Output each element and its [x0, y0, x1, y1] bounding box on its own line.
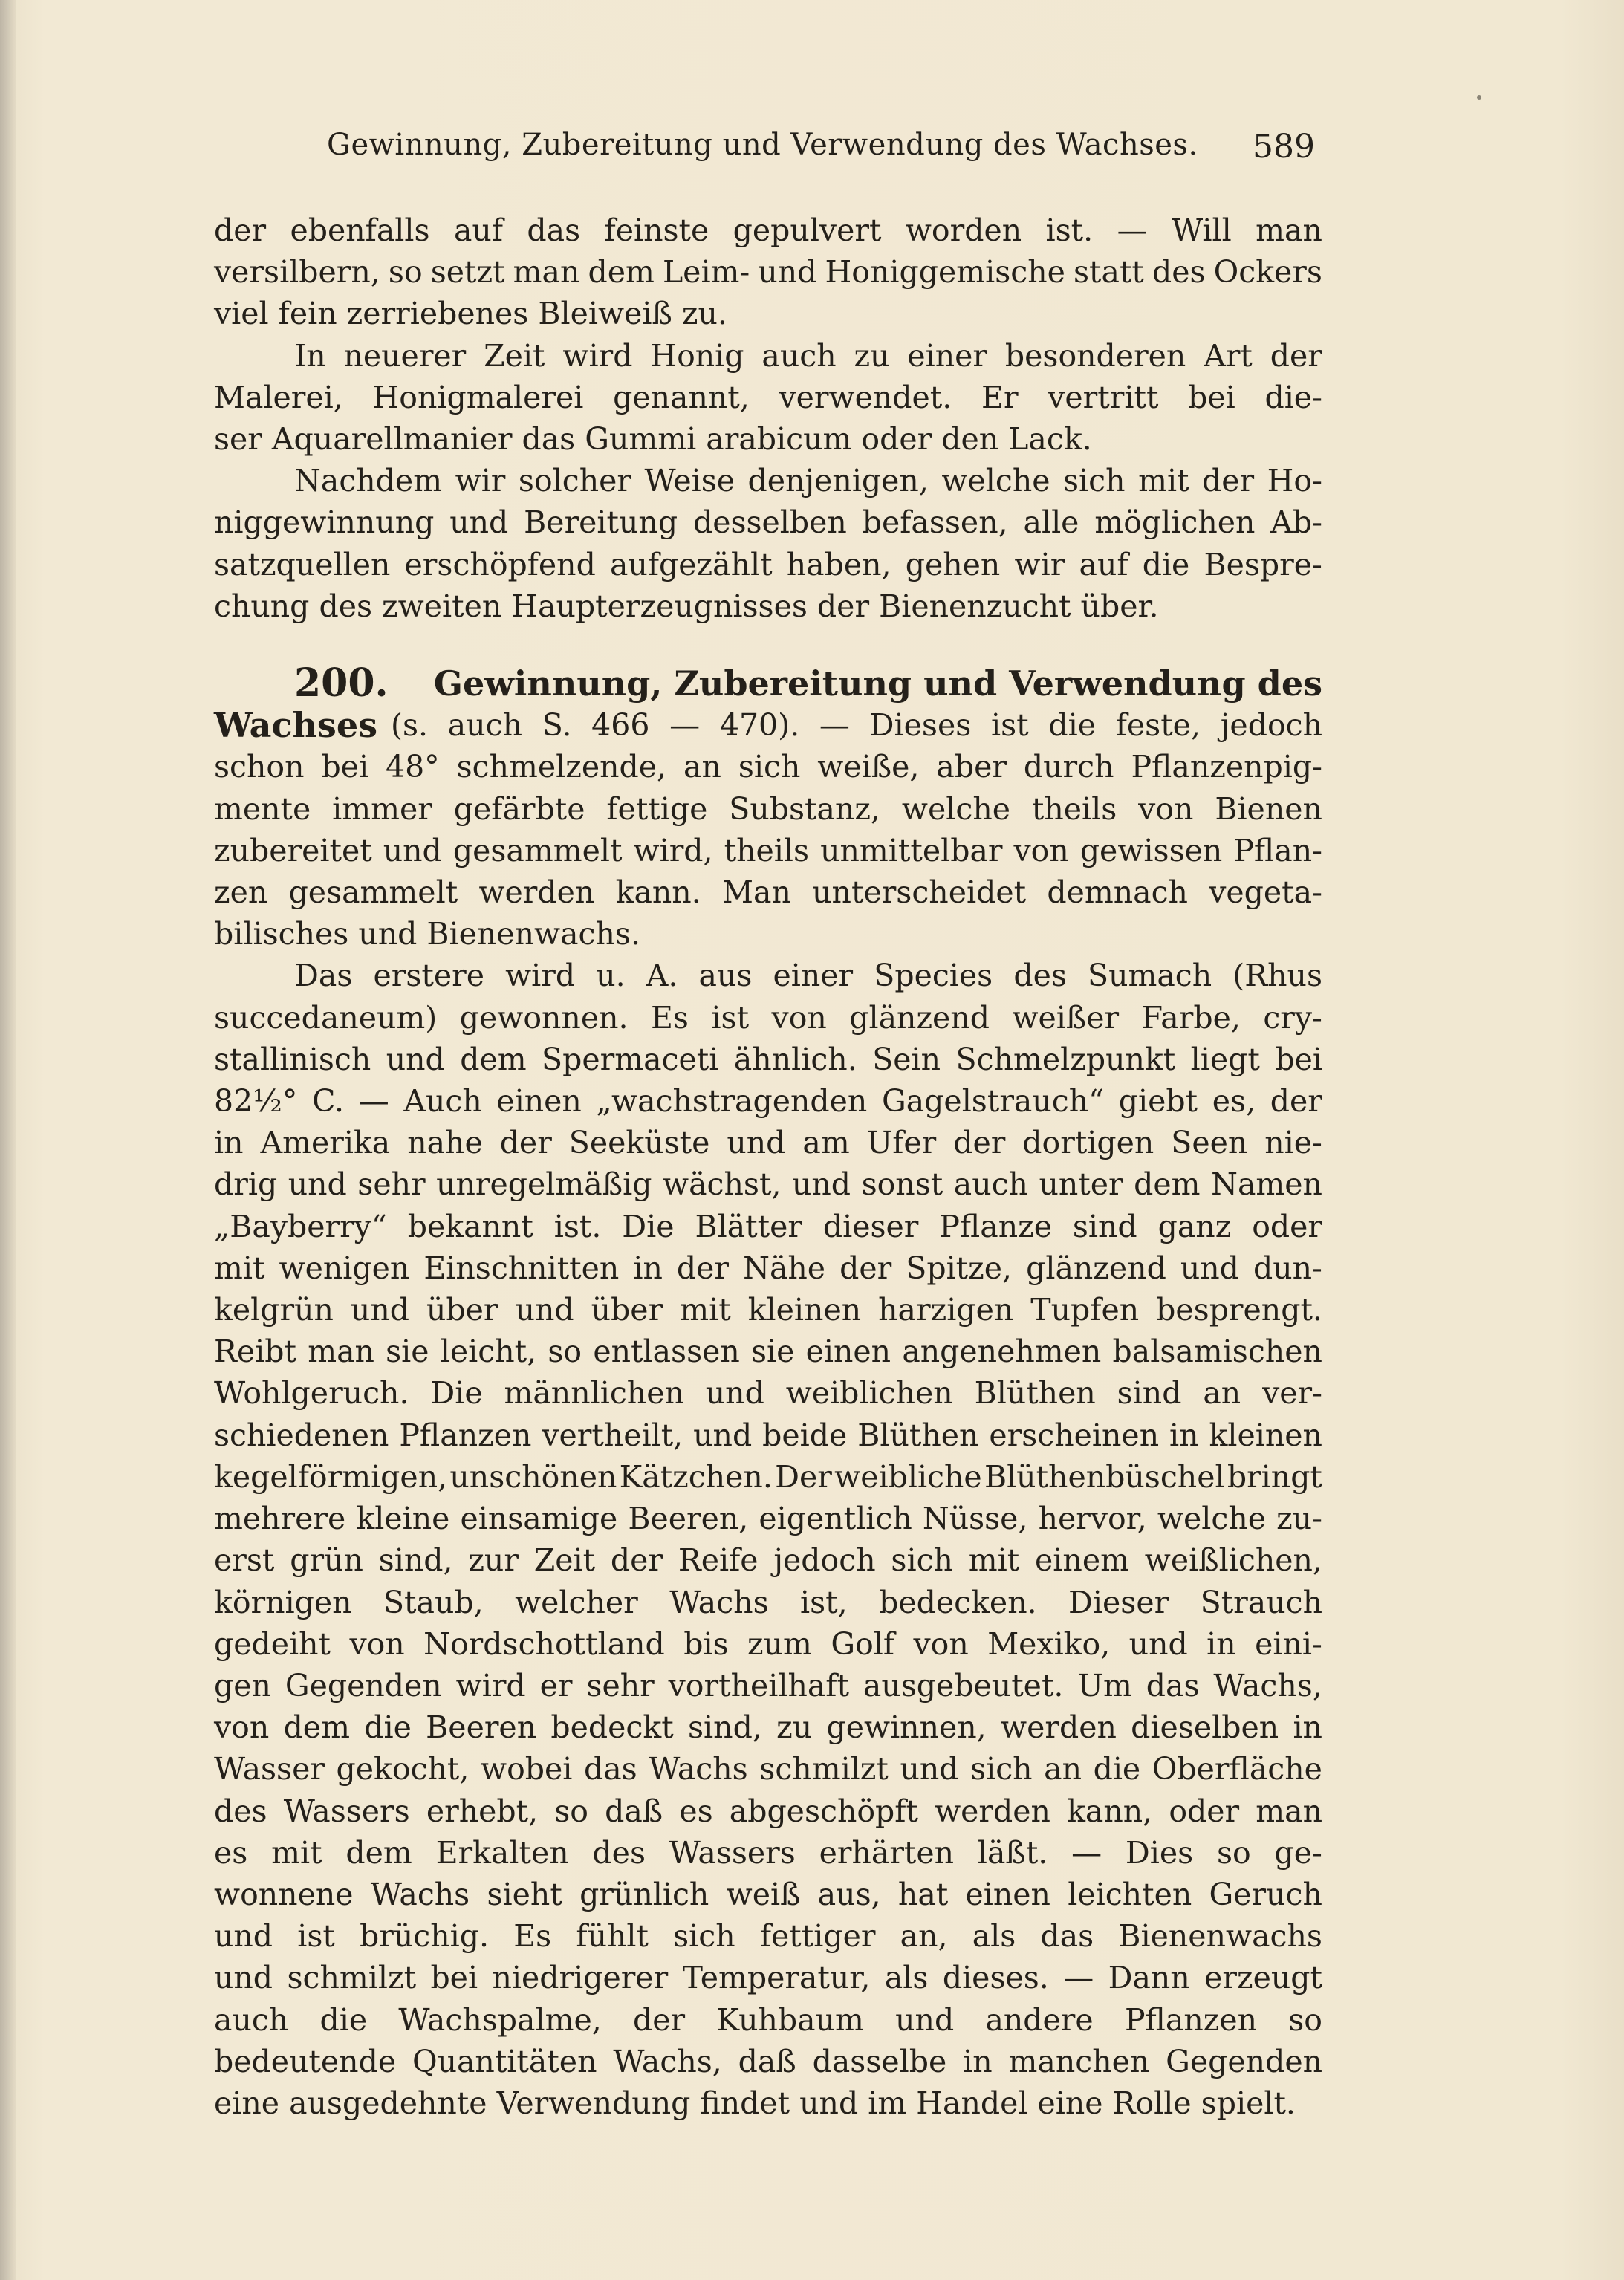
paragraph-honey-painting: [214, 335, 1322, 461]
section-heading-line: [214, 660, 1322, 707]
text-line: drig und sehr unregelmäßig wächst, und sonst auch unter dem Namen: [214, 1166, 1322, 1203]
text-line: schiedenen Pflanzen vertheilt, und beide Blüthen erscheinen in kleinen: [214, 1417, 1322, 1453]
text-line: des Wassers erhebt, so daß es abgeschöpft werden kann, oder man: [214, 1793, 1322, 1829]
paragraph-gilding: [214, 210, 1322, 335]
text-line: der ebenfalls auf das feinste gepulvert worden ist. — Will man: [214, 212, 1322, 248]
section-200: [214, 660, 1322, 955]
text-line: kelgrün und über und über mit kleinen harzigen Tupfen besprengt.: [214, 1292, 1322, 1328]
text-line: Malerei, Honigmalerei genannt, verwendet. Er vertritt bei die-: [214, 379, 1322, 415]
text-line: ser Aquarellmanier das Gummi arabicum oder den Lack.: [214, 421, 1092, 458]
text-line: Reibt man sie leicht, so entlassen sie einen angenehmen balsamischen: [214, 1334, 1322, 1370]
text-line: und ist brüchig. Es fühlt sich fettiger an, als das Bienenwachs: [214, 1918, 1322, 1955]
text-line: von dem die Beeren bedeckt sind, zu gewinnen, werden dieselben in: [214, 1709, 1322, 1746]
text-line: mit wenigen Einschnitten in der Nähe der Spitze, glänzend und dun-: [214, 1250, 1322, 1286]
text-line: gen Gegenden wird er sehr vortheilhaft ausgebeutet. Um das Wachs,: [214, 1667, 1322, 1703]
text-line: Wasser gekocht, wobei das Wachs schmilzt und sich an die Oberfläche: [214, 1751, 1322, 1787]
text-line: „Bayberry“ bekannt ist. Die Blätter dieser Pflanze sind ganz oder: [214, 1208, 1322, 1244]
text-line: schon bei 48° schmelzende, an sich weiße, aber durch Pflanzenpig-: [214, 749, 1322, 785]
text-line: gedeiht von Nordschottland bis zum Golf von Mexiko, und in eini-: [214, 1625, 1322, 1662]
paragraph-vegetable-wax: [214, 955, 1322, 2124]
text-line: mehrere kleine einsamige Beeren, eigentlich Nüsse, hervor, welche zu-: [214, 1501, 1322, 1537]
section-title-continued: Wachses: [214, 705, 377, 746]
gutter-shadow: [0, 0, 16, 2280]
text-line: kegelförmigen, unschönen Kätzchen. Der weibliche Blüthenbüschel bringt: [214, 1458, 1322, 1495]
paper-speck: [1477, 95, 1481, 100]
running-head: [327, 128, 1315, 172]
text-line: bilisches und Bienenwachs.: [214, 916, 640, 952]
text-line: zen gesammelt werden kann. Man unterscheidet demnach vegeta-: [214, 874, 1322, 911]
text-line: stallinisch und dem Spermaceti ähnlich. Sein Schmelzpunkt liegt bei: [214, 1041, 1322, 1077]
text-line: wonnene Wachs sieht grünlich weiß aus, hat einen leichten Geruch: [214, 1876, 1322, 1912]
text-line: satzquellen erschöpfend aufgezählt haben, gehen wir auf die Bespre-: [214, 546, 1322, 582]
running-title: Gewinnung, Zubereitung und Verwendung des Wachses.: [327, 128, 1198, 162]
text-line: zubereitet und gesammelt wird, theils unmittelbar von gewissen Pflan-: [214, 832, 1322, 868]
text-line: Wohlgeruch. Die männlichen und weiblichen Blüthen sind an ver-: [214, 1375, 1322, 1412]
text-line: viel fein zerriebenes Bleiweiß zu.: [214, 296, 727, 332]
paragraph-transition: [214, 460, 1322, 627]
text-line: erst grün sind, zur Zeit der Reife jedoch sich mit einem weißlichen,: [214, 1542, 1322, 1579]
text-line: Das erstere wird u. A. aus einer Species des Sumach (Rhus: [294, 958, 1322, 994]
page-number: 589: [1253, 128, 1315, 166]
text-line: versilbern, so setzt man dem Leim- und Honiggemische statt des Ockers: [214, 254, 1322, 290]
text-block: [214, 210, 1322, 2124]
section-title: Gewinnung, Zubereitung und Verwendung des: [433, 663, 1322, 704]
text-line: [214, 704, 1322, 746]
text-line: Nachdem wir solcher Weise denjenigen, welche sich mit der Ho-: [294, 463, 1322, 499]
text-line: succedaneum) gewonnen. Es ist von glänzend weißer Farbe, cry-: [214, 999, 1322, 1036]
text-line: niggewinnung und Bereitung desselben befassen, alle möglichen Ab-: [214, 504, 1322, 541]
text-line: eine ausgedehnte Verwendung findet und im Handel eine Rolle spielt.: [214, 2085, 1296, 2121]
text-line-rest: (s. auch S. 466 — 470). — Dieses ist die feste, jedoch: [390, 707, 1322, 744]
text-line: körnigen Staub, welcher Wachs ist, bedecken. Dieser Strauch: [214, 1584, 1322, 1620]
text-line: in Amerika nahe der Seeküste und am Ufer der dortigen Seen nie-: [214, 1125, 1322, 1161]
text-line: mente immer gefärbte fettige Substanz, welche theils von Bienen: [214, 790, 1322, 827]
text-line: auch die Wachspalme, der Kuhbaum und andere Pflanzen so: [214, 2001, 1322, 2038]
section-number: 200.: [294, 660, 389, 707]
text-line: In neuerer Zeit wird Honig auch zu einer besonderen Art der: [294, 337, 1322, 374]
text-line: bedeutende Quantitäten Wachs, daß dasselbe in manchen Gegenden: [214, 2043, 1322, 2079]
text-line: chung des zweiten Haupterzeugnisses der Bienenzucht über.: [214, 588, 1159, 624]
text-line: 82½° C. — Auch einen „wachstragenden Gagelstrauch“ giebt es, der: [214, 1083, 1322, 1120]
text-line: und schmilzt bei niedrigerer Temperatur, als dieses. — Dann erzeugt: [214, 1960, 1322, 1996]
text-line: es mit dem Erkalten des Wassers erhärten läßt. — Dies so ge-: [214, 1834, 1322, 1871]
